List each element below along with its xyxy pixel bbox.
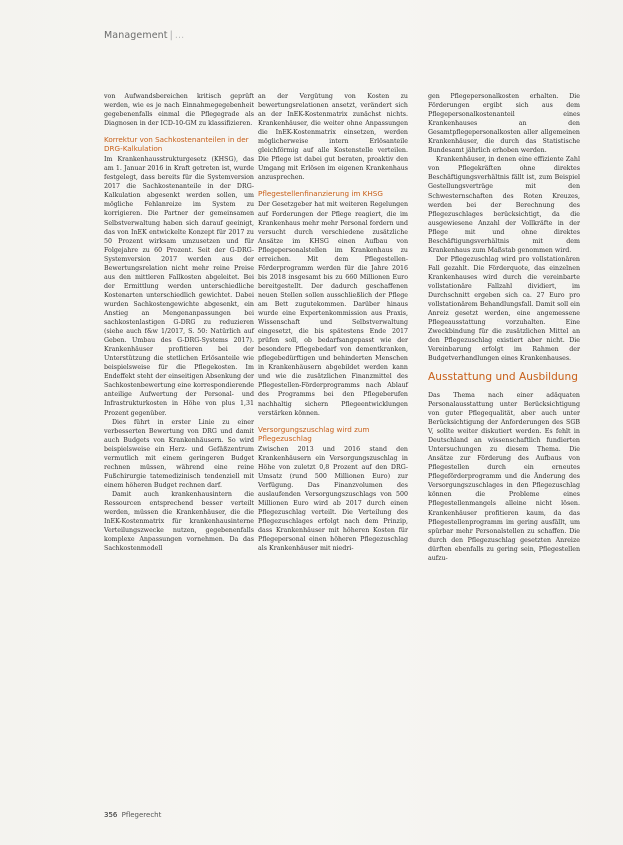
text-column-2 (258, 92, 408, 553)
running-header (104, 30, 184, 41)
paragraph: Krankenhäuser, in denen eine effiziente Zahl von Pflegekräften ohne direktes Beschäftigungsverhältnis fällt ist, zum Beispiel Gestellungsverträge mit den Schwesternschaften des Roten Kreuzes, werden bei der Berechnung des Pflegezuschlages berücksichtigt, da die ausgewiesene Anzahl der Vollkräfte in der Pflege mit und ohne direktes Beschäftigungsverhältnis mit dem Krankenhaus zum Maßstab genommen wird. (428, 156, 580, 254)
page-number: 356 (104, 811, 118, 819)
paragraph: von Aufwandsbereichen kritisch geprüft werden, wie es je nach Einnahmegegebenheit gegebenenfalls einmal die Pflegegrade als Diagnosen in der ICD-10-GM zu klassifizieren. (104, 93, 254, 128)
paragraph: Der Gesetzgeber hat mit weiteren Regelungen auf Forderungen der Pflege reagiert, die im Krankenhaus mehr mehr Personal fordern und versucht durch verschiedene zusätzliche Ansätze im KHSG einen Aufbau von Pflegepersonalstellen im Krankenhaus zu erreichen. Mit dem Pflegestellen-Förderprogramm werden für die Jahre 2016 bis 2018 insgesamt bis zu 660 Millionen Euro bereitgestellt. Der dadurch geschaffenen neuen Stellen sollen ausschließlich der Pflege am Bett zugutekommen. Darüber hinaus wurde eine Expertenkommission aus Praxis, Wissenschaft und Selbstverwaltung eingesetzt, die bis spätestens Ende 2017 prüfen soll, ob bedarfsangepasst wie der besondere Pflegebedarf von dementkranken, pflegebedürftigen und behinderten Menschen in Krankenhäusern abgebildet werden kann und wie die zusätzlichen Finanzmittel des Pflegestellen-Förderprogramms nach Ablauf des Programms bei den Pflegeberufen nachhaltig sichern Pflegeentwicklungen verstärken können. (258, 201, 408, 417)
page-footer (104, 811, 161, 819)
header-separator: | (169, 30, 173, 41)
section-name: ... (174, 30, 185, 41)
journal-name: Pflegerecht (121, 811, 162, 819)
paragraph: Damit auch krankenhausintern die Ressourcen entsprechend besser verteilt werden, müssen die Krankenhäuser, die die InEK-Kostenmatrix für krankenhausinterne Verteilungszwecke nutzen, gegebenenfalls komplexe Anpassungen vornehmen. Da das Sachkostenmodell (104, 490, 254, 553)
section-heading: Ausstattung und Ausbildung (428, 371, 578, 384)
paragraph: Dies führt in erster Linie zu einer verbesserten Bewertung von DRG und damit auch Budgets von Krankenhäusern. So wird beispielsweise ein Herz- und Gefäßzentrum vermutlich mit einem geringeren Budget rechnen müssen, während eine reine Fußchirurgie tatemedizinisch tendenziell mit einem höheren Budget rechnen darf. (104, 418, 254, 489)
magazine-name: Management (104, 30, 168, 41)
paragraph: Im Krankenhausstrukturgesetz (KHSG), das am 1. Januar 2016 in Kraft getreten ist, wurde festgelegt, dass bereits für die Systemversion 2017 die Sachkostenanteile in der DRG-Kalkulation abgesenkt werden sollen, um mögliche Fehlanreize im System zu korrigieren. Die Partner der gemeinsamen Selbstverwaltung haben sich darauf geeinigt, das von InEK entwickelte Konzept für 2017 zu 50 Prozent wirksam umzusetzen und für Folgejahre zu 60 Prozent. Seit der G-DRG-Systemversion 2017 werden aus der Bewertungsrelation nicht mehr reine Preise aus den mittleren Fallkosten abgeleitet. Bei der Ermittlung werden unterschiedliche Kostenarten unterschiedlich gewichtet. Dabei wurden Sachkostengewichte abgesenkt, ein Anstieg an Mengenanpassungen bei sachkostenlastigen G-DRG zu reduzieren (siehe auch f&w 1/2017, S. 50: Natürlich auf Geben. Umbau des G-DRG-Systems 2017). Krankenhäuser profitieren bei der Unterstützung die stetlichen Erlösanteile wie beispielsweise für die Pflegekosten. Im Endeffekt steht der einseitigen Absenkung der Sachkostenbewertung eine korrespondierende anteilige Aufwertung der Personal- und Infrastrukturkosten in Höhe von plus 1,31 Prozent gegenüber. (104, 156, 254, 417)
subheading: Versorgungszuschlag wird zum Pflegezuschlag (258, 424, 370, 443)
subheading: Pflegestellenfinanzierung im KHSG (258, 189, 383, 199)
text-column-1 (104, 92, 254, 553)
paragraph: gen Pflegepersonalkosten erhalten. Die Förderungen ergibt sich aus dem Pflegepersonalkostenanteil eines Krankenhauses an den Gesamtpflegepersonalkosten aller allgemeinen Krankenhäuser, die durch das Statistische Bundesamt jährlich erhoben werden. (428, 93, 580, 155)
subheading: Korrektur von Sachkostenanteilen in der DRG-Kalkulation (104, 135, 249, 154)
paragraph: an der Vergütung von Kosten zu bewertungsrelationen ansetzt, verändert sich an der InEK-Kostenmatrix zunächst nichts. Krankenhäuser, die weiter ohne Anpassungen die InEK-Kostenmatrix einsetzen, werden möglicherweise intern Erlösanteile gleichförmig auf alle Kostenstelle verteilen. Die Pflege ist dabei gut beraten, proaktiv den Umgang mit Erlösen im eigenen Krankenhaus anzusprechen. (258, 93, 408, 182)
paragraph: Zwischen 2013 und 2016 stand den Krankenhäusern ein Versorgungszuschlag in Höhe von zuletzt 0,8 Prozent auf den DRG-Umsatz (rund 500 Millionen Euro) zur Verfügung. Das Finanzvolumen des auslaufenden Versorgungszuschlags von 500 Millionen Euro wird ab 2017 durch einen Pflegezuschlag verteilt. Die Verteilung des Pflegezuschlages erfolgt nach dem Prinzip, dass Krankenhäuser mit höheren Kosten für Pflegepersonal einen höheren Pflegezuschlag als Krankenhäuser mit niedri- (258, 445, 408, 553)
text-column-3 (428, 92, 580, 563)
paragraph: Das Thema nach einer adäquaten Personalausstattung unter Berücksichtigung von guter Pflegequalität, aber auch unter Berücksichtigung der Anforderungen des SGB V, sollte weiter diskutiert werden. Es fehlt in Deutschland an wissenschaftlich fundierten Untersuchungen zu diesem Thema. Die Ansätze zur Förderung des Aufbaus von Pflegestellen durch ein erneutes Pflegeförderprogramm und die Änderung des Versorgungszuschlages in den Pflegezuschlag können die Probleme eines Pflegestellenmangels alleine nicht lösen. Krankenhäuser profitieren kaum, da das Pflegestellenprogramm im gering ausfällt, um spürbar mehr Personalstellen zu schaffen. Die durch den Pflegezuschlag gesetzten Anreize dürften ebenfalls zu gering sein, Pflegestellen aufzu- (428, 391, 580, 562)
paragraph: Der Pflegezuschlag wird pro vollstationären Fall gezahlt. Die Förderquote, das einzelnen Krankenhauses wird durch die vereinbarte vollstationäre Fallzahl dividiert, im Durchschnitt ergeben sich ca. 27 Euro pro vollstationärem Behandlungsfall. Damit soll ein Anreiz gesetzt werden, eine angemessene Pflegeausstattung vorzuhalten. Eine Zweckbindung für die zusätzlichen Mittel an den Pflegezuschlag existiert aber nicht. Die Vereinbarung erfolgt im Rahmen der Budgetverhandlungen eines Krankenhauses. (428, 255, 580, 363)
